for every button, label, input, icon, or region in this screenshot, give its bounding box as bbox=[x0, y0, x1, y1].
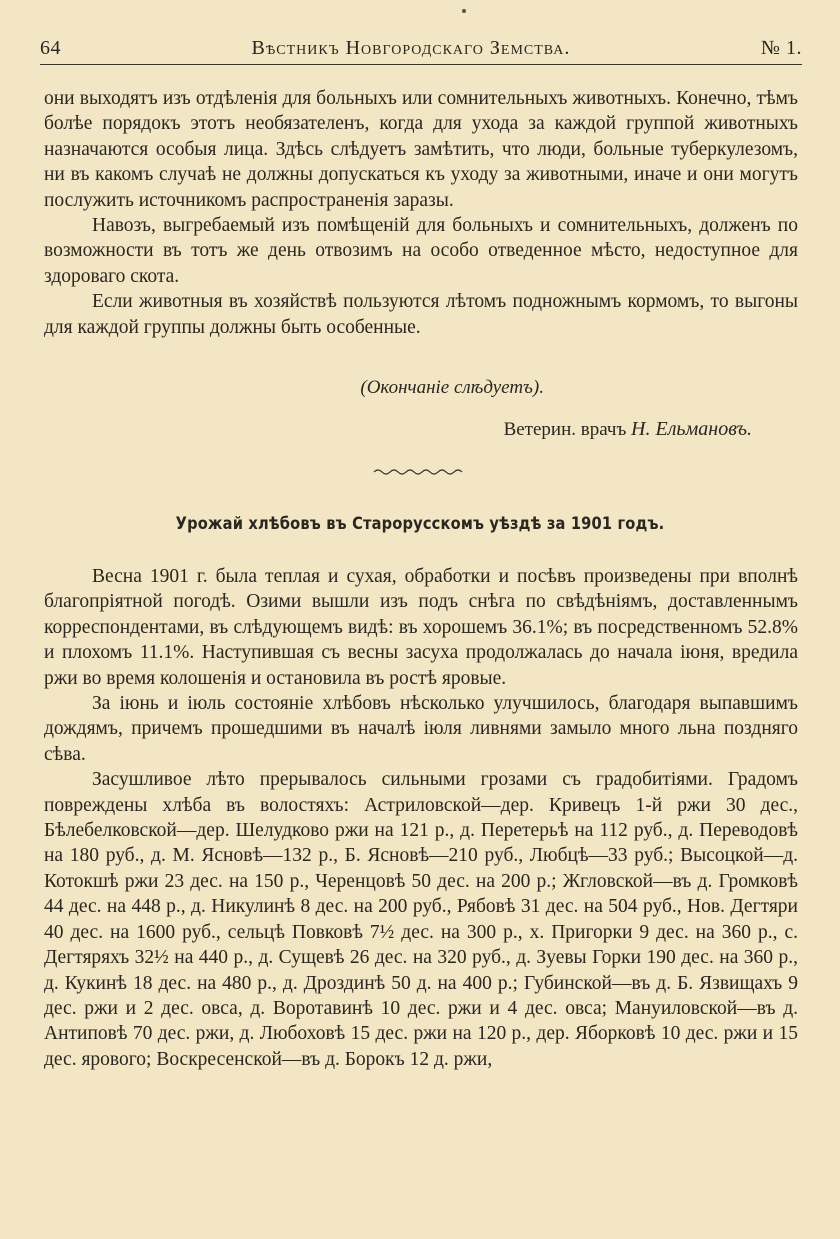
print-speck bbox=[462, 9, 466, 13]
paragraph: Если животныя въ хозяйствѣ пользуются лѣтомъ подножнымъ кормомъ, то выгоны для каждой группы должны быть особенные. bbox=[44, 291, 798, 338]
paragraph: Засушливое лѣто прерывалось сильными грозами съ градобитіями. Градомъ повреждены хлѣба въ волостяхъ: Астриловской—дер. Кривецъ 1-й ржи 30 дес., Бѣлебелковской—дер. Шелудково ржи на 121 р., д. Перетерьѣ на 112 руб., д. Переводовѣ на 180 руб., д. М. Ясновѣ—132 р., Б. Ясновѣ—210 руб., Любцѣ—33 руб.; Высоцкой—д. Котокшѣ ржи 23 дес. на 150 р., Черенцовѣ 50 дес. на 200 р.; Жгловской—въ д. Громковѣ 44 дес. на 448 р., д. Никулинѣ 8 дес. на 200 руб., Рябовѣ 31 дес. на 504 руб., Нов. Дегтяри 40 дес. на 1600 руб., сельцѣ Повковѣ 7½ дес. на 300 р., х. Пригорки 9 дес. на 360 р., с. Дегтяряхъ 32½ на 440 р., д. Сущевѣ 26 дес. на 320 руб., д. Зуевы Горки 190 дес. на 360 р., д. Кукинѣ 18 дес. на 480 р., д. Дроздинѣ 50 д. на 400 р.; Губинской—въ д. Б. Язвищахъ 9 дес. ржи и 2 дес. овса, д. Воротавинѣ 10 дес. ржи и 4 дес. овса; Мануиловской—въ д. Антиповѣ 70 дес. ржи, д. Любоховѣ 15 дес. ржи на 120 р., дер. Яборковѣ 10 дес. ржи и 15 дес. ярового; Воскресенской—въ д. Борокъ 12 д. ржи, bbox=[44, 769, 798, 1070]
signature bbox=[0, 418, 752, 441]
signature-name: Н. Ельмановъ. bbox=[631, 418, 752, 440]
article2-body bbox=[44, 564, 798, 1072]
paragraph: Весна 1901 г. была теплая и сухая, обработки и посѣвъ произведены при вполнѣ благопріятной погодѣ. Озими вышли изъ подъ снѣга по свѣдѣніямъ, доставленнымъ корреспондентами, въ слѣдующемъ видѣ: въ хорошемъ 36.1%; въ посредственномъ 52.8% и плохомъ 11.1%. Наступившая съ весны засуха продолжалась до начала іюня, вредила ржи во время колошенія и остановила въ ростѣ яровые. bbox=[44, 566, 798, 689]
header-rule bbox=[40, 64, 802, 65]
paragraph: За іюнь и іюль состояніе хлѣбовъ нѣсколько улучшилось, благодаря выпавшимъ дождямъ, причемъ прошедшими въ началѣ іюля ливнями замыло много льна поздняго сѣва. bbox=[44, 693, 798, 765]
article1-body bbox=[44, 86, 798, 340]
continuation-note: (Окончаніе слѣдуетъ). bbox=[360, 377, 544, 398]
paragraph: они выходятъ изъ отдѣленія для больныхъ или сомнительныхъ животныхъ. Конечно, тѣмъ болѣе порядокъ этотъ необязателенъ, когда для ухода за каждой группой животныхъ назначаются особыя лица. Здѣсь слѣдуетъ замѣтить, что люди, больные туберкулезомъ, ни въ какомъ случаѣ не должны допускаться къ уходу за животными, иначе и они могутъ послужить источникомъ распространенія заразы. bbox=[44, 88, 798, 211]
signature-title: Ветерин. врачъ bbox=[503, 419, 627, 440]
wavy-separator bbox=[372, 468, 468, 476]
article-title: Урожай хлѣбовъ въ Старорусскомъ уѣздѣ за 1901 годъ. bbox=[175, 514, 665, 534]
running-header bbox=[40, 26, 802, 60]
paragraph: Навозъ, выгребаемый изъ помѣщеній для больныхъ и сомнительныхъ, долженъ по возможности въ тотъ же день отвозимъ на особо отведенное мѣсто, недоступное для здороваго скота. bbox=[44, 215, 798, 287]
page-number: 64 bbox=[40, 37, 61, 59]
issue-number: № 1. bbox=[760, 37, 802, 59]
journal-title: Вѣстникъ Новгородскаго Земства. bbox=[251, 37, 571, 59]
